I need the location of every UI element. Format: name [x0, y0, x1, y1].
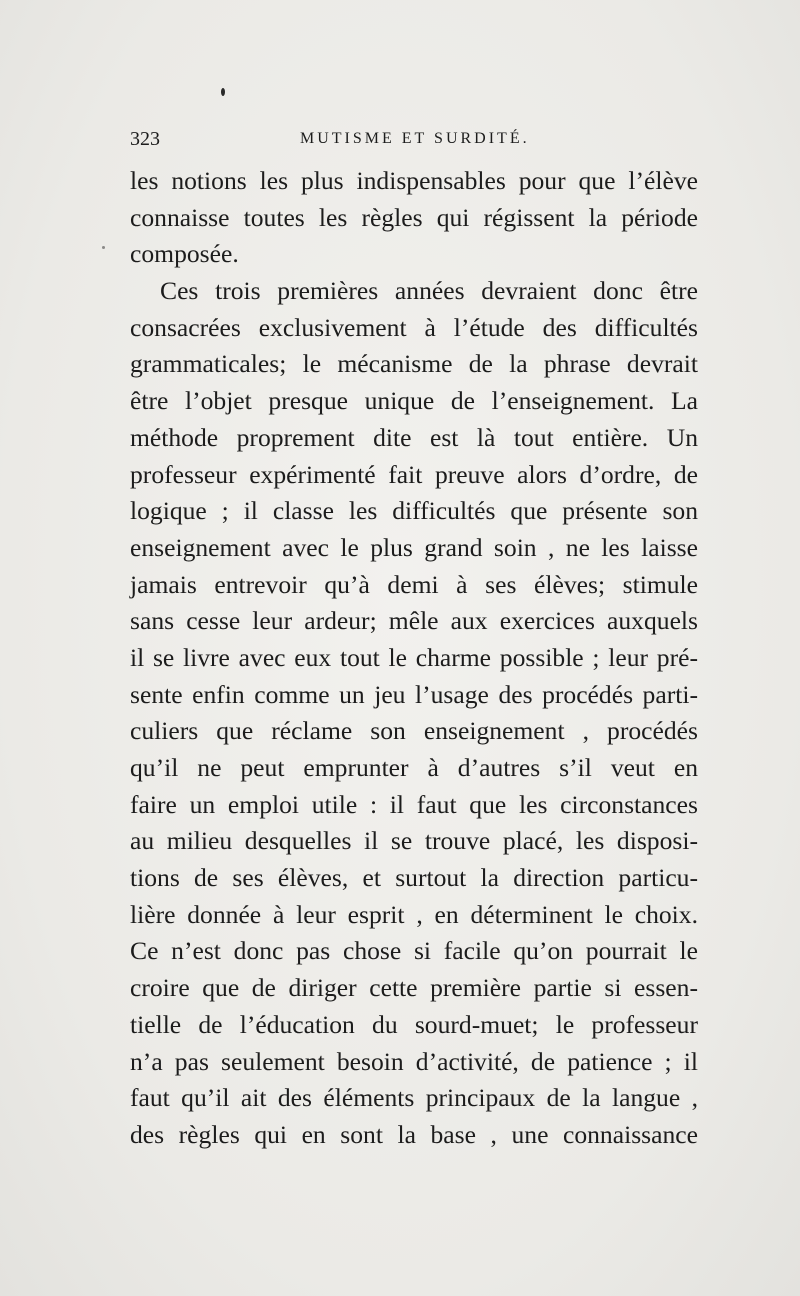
- text-line: faire un emploi utile : il faut que les circonstances: [130, 789, 698, 819]
- text-line: Ces trois premières années devraient donc être: [160, 276, 698, 306]
- body-text: [130, 163, 698, 1154]
- text-line: enseignement avec le plus grand soin , ne les laisse: [130, 532, 698, 562]
- text-line: composée.: [130, 239, 239, 269]
- text-line: des règles qui en sont la base , une connaissance: [130, 1119, 698, 1149]
- text-line: au milieu desquelles il se trouve placé, les disposi-: [130, 826, 698, 856]
- ink-speck: [102, 246, 105, 249]
- text-line: croire que de diriger cette première partie si essen-: [130, 973, 698, 1003]
- text-line: lière donnée à leur esprit , en déterminent le choix.: [130, 899, 698, 929]
- text-line: sans cesse leur ardeur; mêle aux exercices auxquels: [130, 606, 698, 636]
- text-line: connaisse toutes les règles qui régissent la période: [130, 202, 698, 232]
- paragraph: [130, 163, 698, 273]
- ink-speck: [221, 88, 225, 96]
- text-line: culiers que réclame son enseignement , procédés: [130, 716, 698, 746]
- text-line: consacrées exclusivement à l’étude des difficultés: [130, 312, 698, 342]
- text-line: grammaticales; le mécanisme de la phrase devrait: [130, 349, 698, 379]
- text-line: n’a pas seulement besoin d’activité, de patience ; il: [130, 1046, 698, 1076]
- page-number: 323: [130, 128, 160, 150]
- text-line: jamais entrevoir qu’à demi à ses élèves; stimule: [130, 569, 698, 599]
- text-line: les notions les plus indispensables pour que l’élève: [130, 166, 698, 195]
- running-title: MUTISME ET SURDITÉ.: [300, 130, 530, 147]
- text-line: sente enfin comme un jeu l’usage des procédés parti-: [130, 679, 698, 709]
- text-line: logique ; il classe les difficultés que présente son: [130, 496, 698, 526]
- text-line: être l’objet presque unique de l’enseignement. La: [130, 386, 698, 416]
- text-line: tielle de l’éducation du sourd-muet; le professeur: [130, 1009, 698, 1039]
- text-line: Ce n’est donc pas chose si facile qu’on pourrait le: [130, 936, 698, 966]
- paragraph: [130, 273, 698, 1154]
- text-line: tions de ses élèves, et surtout la direction particu-: [130, 863, 698, 893]
- text-line: qu’il ne peut emprunter à d’autres s’il veut en: [130, 753, 698, 782]
- text-line: professeur expérimenté fait preuve alors d’ordre, de: [130, 459, 698, 489]
- text-line: il se livre avec eux tout le charme possible ; leur pré-: [130, 642, 698, 672]
- text-line: faut qu’il ait des éléments principaux de la langue ,: [130, 1083, 698, 1113]
- text-line: méthode proprement dite est là tout entière. Un: [130, 422, 698, 452]
- page-header: [130, 128, 698, 158]
